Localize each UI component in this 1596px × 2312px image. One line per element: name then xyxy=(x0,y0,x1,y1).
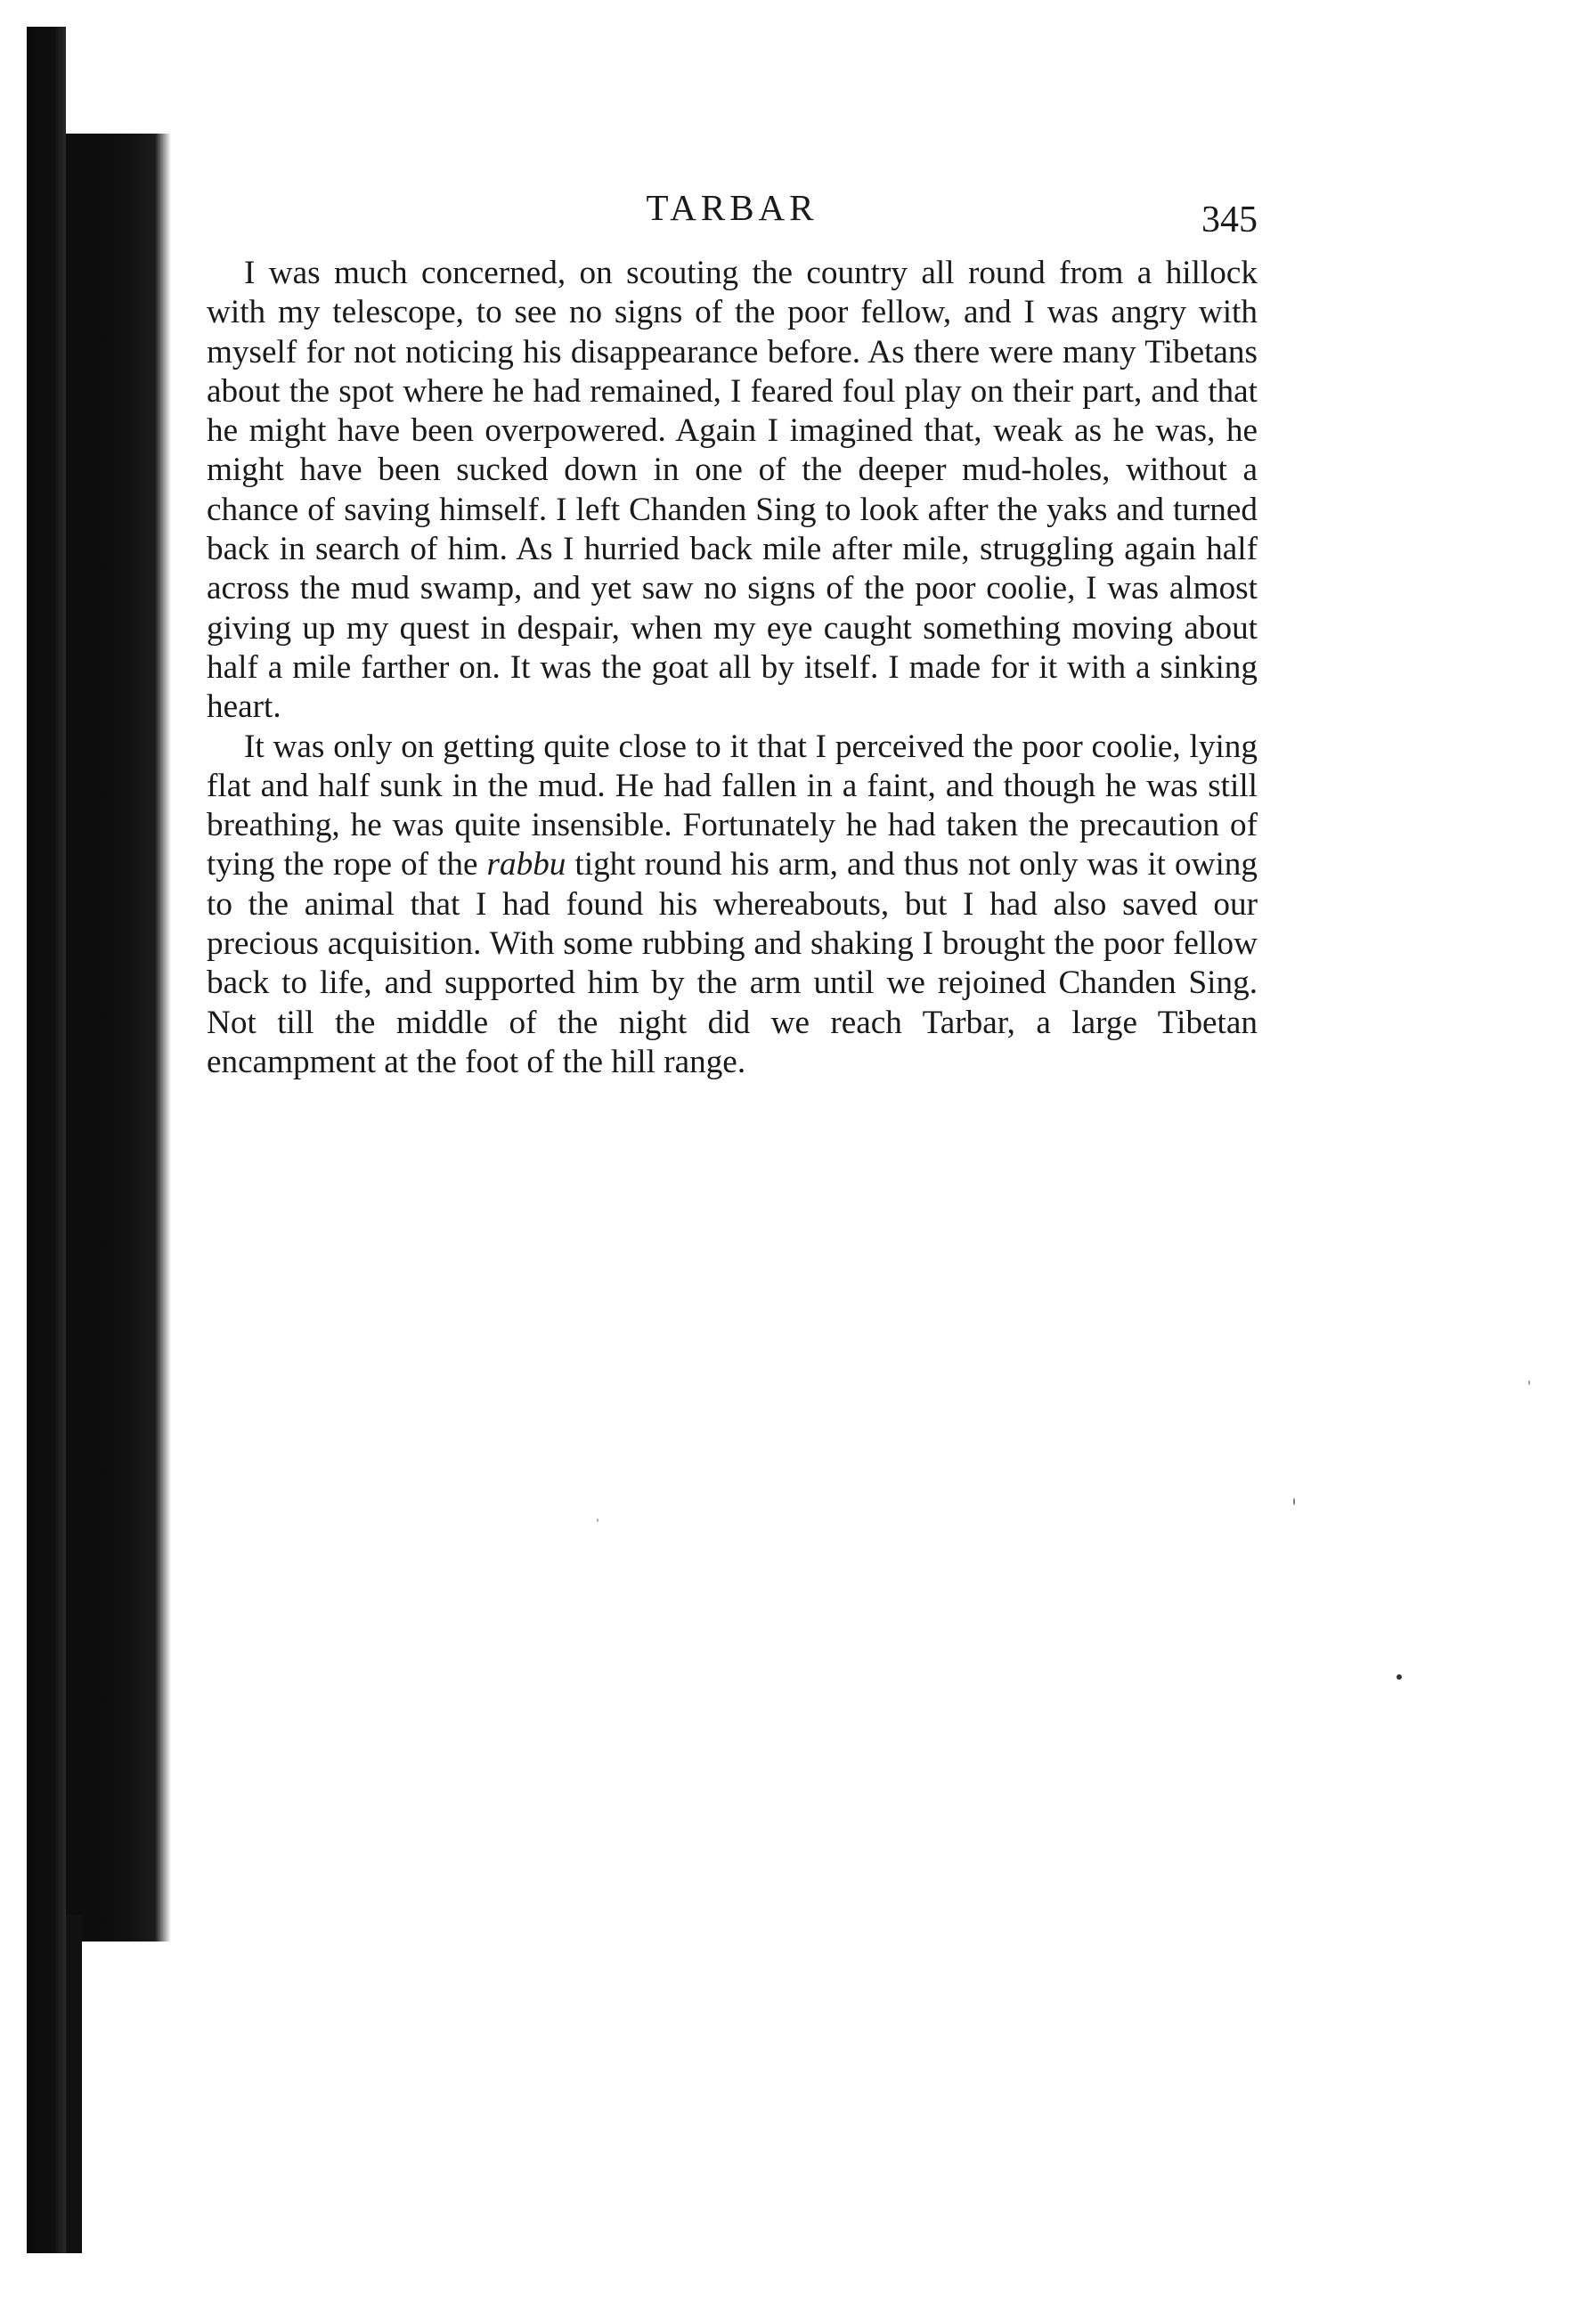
book-binding-shadow xyxy=(27,27,66,2253)
text-segment: It was only on getting quite close to it that I perceived the poor coolie, lying flat and half sunk in the mud. He had fallen in a faint, and though he was still breathing, he was quite insensible. Fortunately he had taken the precaution of tying the rope of the xyxy=(207,728,1258,883)
scan-speck xyxy=(1293,1498,1295,1505)
italic-word: rabbu xyxy=(486,846,566,883)
text-segment: tight round his arm, and thus not only was it owing to the animal that I had found his whereabouts, but I had also saved our precious acquisition. With some rubbing and shaking I brought the poor fellow back to life, and supported him by the arm until we rejoined Chanden Sing. Not till the middle of the night did we reach Tarbar, a large Tibetan encampment at the foot of the hill range. xyxy=(207,846,1258,1080)
scan-speck xyxy=(1528,1380,1530,1385)
page-header xyxy=(207,183,1258,245)
book-binding-edge xyxy=(66,1915,82,2253)
page-number: 345 xyxy=(1201,199,1258,240)
paragraph-2 xyxy=(207,728,1258,1083)
text-segment: I was much concerned, on scouting the country all round from a hillock with my telescope, to see no signs of the poor fellow, and I was angry with myself for not noticing his disappearance before. As there were many Tibetans about the spot where he had remained, I feared foul play on their part, and that he might have been overpowered. Again I imagined that, weak as he was, he might have been sucked down in one of the deeper mud-holes, without a chance of saving himself. I left Chanden Sing to look after the yaks and turned back in search of him. As I hurried back mile after mile, struggling again half across the mud swamp, and yet saw no signs of the poor coolie, I was almost giving up my quest in despair, when my eye caught something moving about half a mile farther on. It was the goat all by itself. I made for it with a sinking heart. xyxy=(207,255,1258,726)
scan-speck xyxy=(597,1518,598,1522)
body-text xyxy=(207,254,1258,1082)
paragraph-1 xyxy=(207,254,1258,728)
running-title: TARBAR xyxy=(646,187,818,228)
scan-speck xyxy=(1396,1674,1402,1680)
